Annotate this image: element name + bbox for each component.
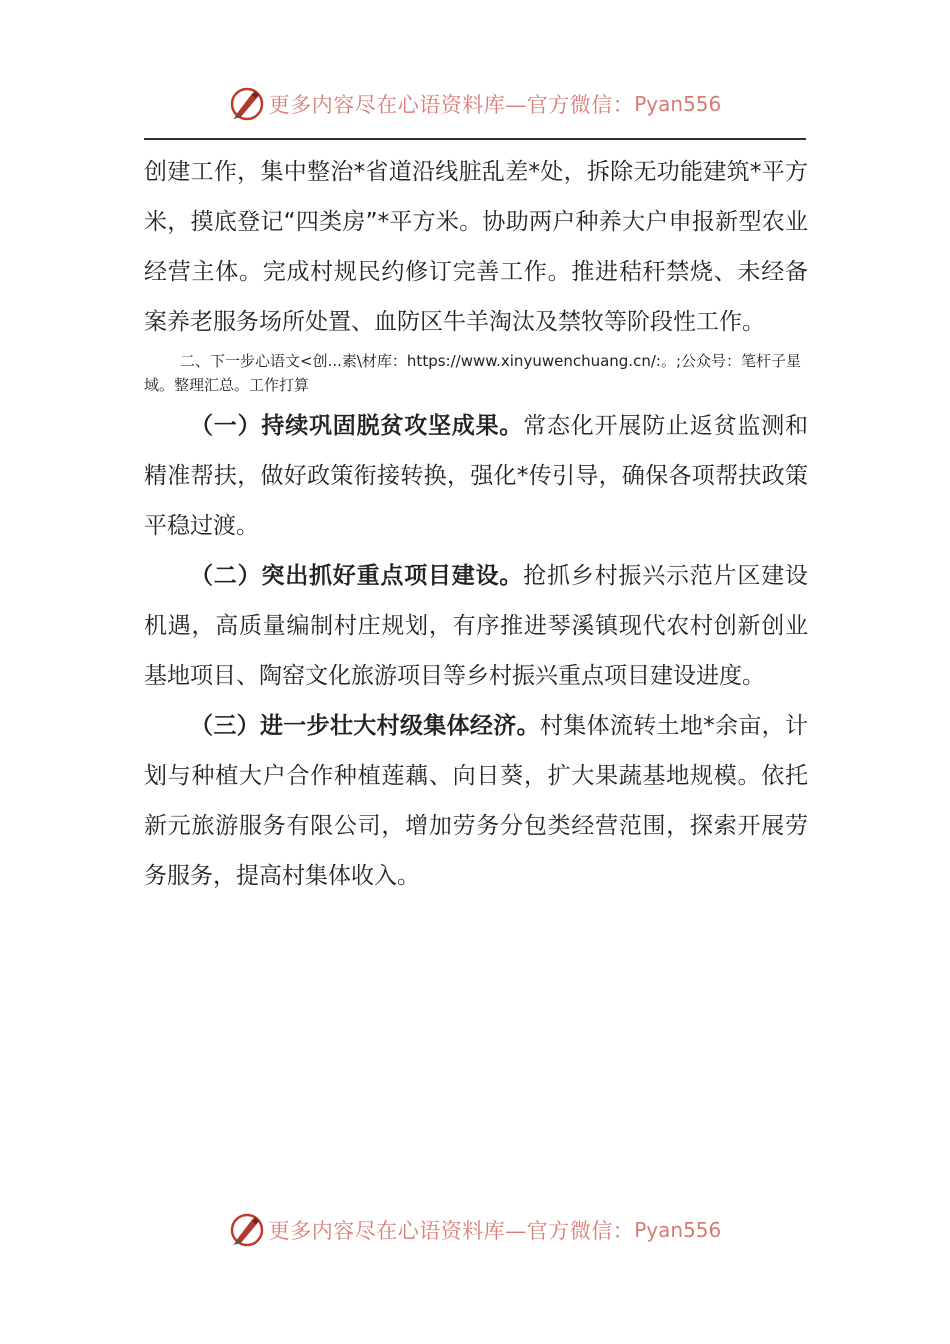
section-1-paragraph — [144, 401, 808, 551]
header-banner-handle: Pyan556 — [634, 92, 722, 116]
document-body — [144, 147, 808, 901]
section-3-heading: （三）进一步壮大村级集体经济。 — [190, 713, 540, 739]
section-2-text: 抢抓乡村振兴示范片区建设机遇，高质量编制村庄规划，有序推进琴溪镇现代农村创新创业基地项目、陶窑文化旅游项目等乡村振兴重点项目建设进度。 — [144, 563, 809, 689]
footer-banner-handle: Pyan556 — [634, 1218, 722, 1242]
header-banner-text: 更多内容尽在心语资料库—官方微信： — [268, 93, 635, 117]
pen-logo-icon — [229, 1212, 265, 1248]
section-3-paragraph — [144, 701, 808, 901]
footer-banner-text: 更多内容尽在心语资料库—官方微信： — [268, 1219, 635, 1243]
section-2-heading: （二）突出抓好重点项目建设。 — [190, 563, 524, 589]
section-note-line: 二、下一步心语文<创...素\材库：https://www.xinyuwenchuang.cn/:。;公众号：笔杆子星域。整理汇总。工作打算 — [144, 352, 801, 394]
header-divider — [144, 138, 806, 140]
section-3-text: 村集体流转土地*余亩，计划与种植大户合作种植莲藕、向日葵，扩大果蔬基地规模。依托新元旅游服务有限公司，增加劳务分包类经营范围，探索开展劳务服务，提高村集体收入。 — [144, 713, 809, 889]
footer-banner — [0, 1208, 950, 1252]
body-paragraph: 创建工作，集中整治*省道沿线脏乱差*处，拆除无功能建筑*平方米，摸底登记“四类房”*平方米。协助两户种养大户申报新型农业经营主体。完成村规民约修订完善工作。推进秸秆禁烧、未经备案养老服务场所处置、血防区牛羊淘汰及禁牧等阶段性工作。 — [144, 159, 808, 335]
pen-logo-icon — [229, 86, 265, 122]
header-banner — [0, 82, 950, 126]
section-1-text: 常态化开展防止返贫监测和精准帮扶，做好政策衔接转换，强化*传引导，确保各项帮扶政策平稳过渡。 — [144, 413, 809, 539]
section-2-paragraph — [144, 551, 808, 701]
section-1-heading: （一）持续巩固脱贫攻坚成果。 — [190, 413, 524, 439]
